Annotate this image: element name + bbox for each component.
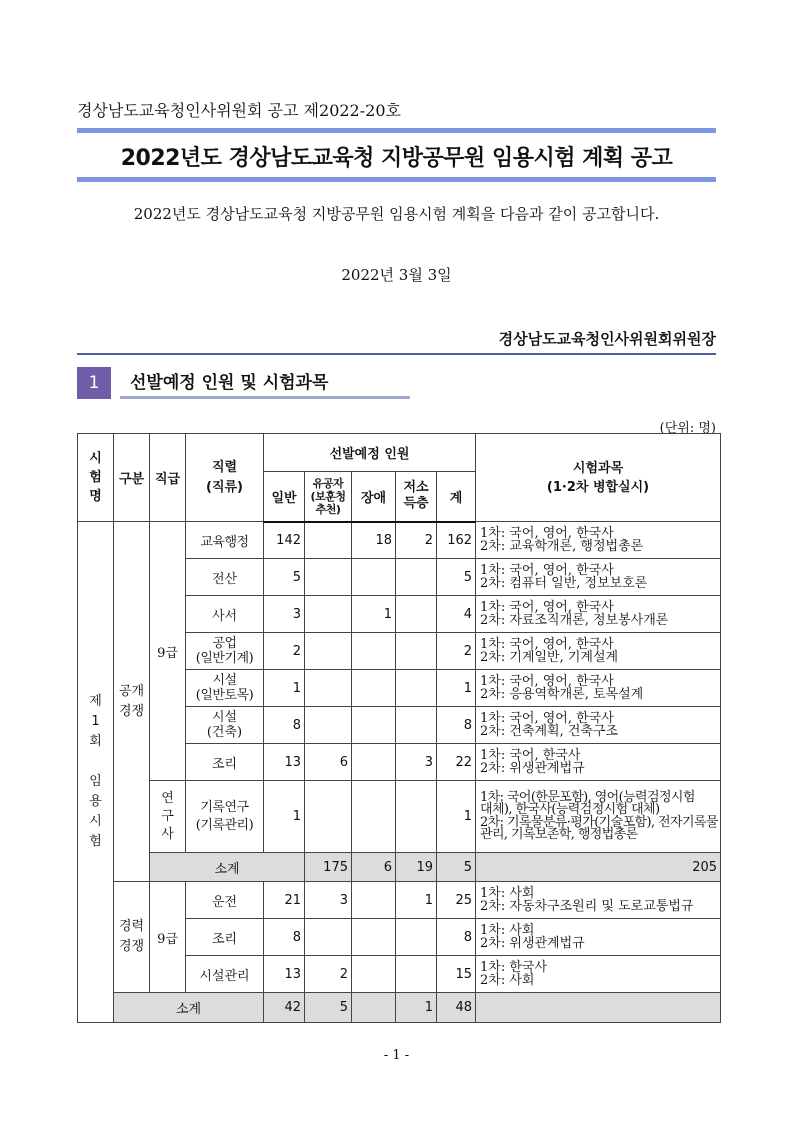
position-cell: 시설 (건축) xyxy=(186,707,264,744)
subjects-cell: 1차: 국어, 한국사 2차: 위생관계법규 xyxy=(476,744,721,781)
subtotal-general: 175 xyxy=(305,853,352,882)
header-disabled: 장애 xyxy=(352,472,396,522)
category-open-competition: 공개 경쟁 xyxy=(114,522,150,882)
subtotal-disabled: 19 xyxy=(396,853,437,882)
veteran-count: 6 xyxy=(305,744,352,781)
position-cell: 사서 xyxy=(186,596,264,633)
general-count: 142 xyxy=(264,522,305,559)
low-income-count xyxy=(396,670,437,707)
total-count: 8 xyxy=(437,707,476,744)
veteran-count xyxy=(305,781,352,853)
header-position: 직렬 (직류) xyxy=(186,434,264,522)
subtotal-label: 소계 xyxy=(114,993,264,1023)
veteran-count xyxy=(305,559,352,596)
disabled-count xyxy=(352,670,396,707)
general-count: 13 xyxy=(264,956,305,993)
header-exam-name: 시 험 명 xyxy=(78,434,114,522)
subtotal-veteran: 6 xyxy=(352,853,396,882)
subtotal-empty-subjects xyxy=(476,993,721,1023)
grade-researcher: 연 구 사 xyxy=(150,781,186,853)
position-cell: 공업 (일반기계) xyxy=(186,633,264,670)
total-count: 5 xyxy=(437,559,476,596)
subtotal-total: 205 xyxy=(476,853,721,882)
exam-name-cell: 제 1 회 임 용 시 험 xyxy=(78,522,114,1023)
header-grade: 직급 xyxy=(150,434,186,522)
grade-9-open: 9급 xyxy=(150,522,186,781)
low-income-count xyxy=(396,707,437,744)
veteran-count xyxy=(305,522,352,559)
section-title: 선발예정 인원 및 시험과목 xyxy=(120,367,410,399)
title-bottom-rule xyxy=(77,177,716,182)
grade-9-career: 9급 xyxy=(150,882,186,993)
general-count: 21 xyxy=(264,882,305,919)
disabled-count xyxy=(352,744,396,781)
veteran-count xyxy=(305,596,352,633)
subtotal-total: 48 xyxy=(437,993,476,1023)
veteran-count xyxy=(305,919,352,956)
issuer: 경상남도교육청인사위원회위원장 xyxy=(498,330,716,348)
subjects-cell: 1차: 국어, 영어, 한국사 2차: 자료조직개론, 정보봉사개론 xyxy=(476,596,721,633)
page-number: - 1 - xyxy=(383,1048,410,1063)
total-count: 22 xyxy=(437,744,476,781)
total-count: 8 xyxy=(437,919,476,956)
general-count: 1 xyxy=(264,670,305,707)
position-cell: 조리 xyxy=(186,919,264,956)
low-income-count xyxy=(396,919,437,956)
disabled-count xyxy=(352,781,396,853)
low-income-count: 3 xyxy=(396,744,437,781)
total-count: 2 xyxy=(437,633,476,670)
position-cell: 전산 xyxy=(186,559,264,596)
veteran-count xyxy=(305,670,352,707)
intro-text: 2022년도 경상남도교육청 지방공무원 임용시험 계획을 다음과 같이 공고합니다. xyxy=(133,205,660,223)
subjects-cell: 1차: 국어(한문포함), 영어(능력검정시험 대체), 한국사(능력검정시험 대체) 2차: 기록물분류·평가(기술포함), 전자기록물 관리, 기록보존학, 행정법총론 xyxy=(476,781,721,853)
disabled-count xyxy=(352,919,396,956)
notice-date: 2022년 3월 3일 xyxy=(341,266,452,284)
total-count: 1 xyxy=(437,781,476,853)
disabled-count xyxy=(352,707,396,744)
veteran-count: 3 xyxy=(305,882,352,919)
total-count: 162 xyxy=(437,522,476,559)
subjects-cell: 1차: 사회 2차: 위생관계법규 xyxy=(476,919,721,956)
veteran-count xyxy=(305,633,352,670)
total-count: 4 xyxy=(437,596,476,633)
header-low-income: 저소 득층 xyxy=(396,472,437,522)
subtotal-general: 42 xyxy=(264,993,305,1023)
subjects-cell: 1차: 국어, 영어, 한국사 2차: 교육학개론, 행정법총론 xyxy=(476,522,721,559)
position-cell: 교육행정 xyxy=(186,522,264,559)
category-career-competition: 경력 경쟁 xyxy=(114,882,150,993)
header-veteran: 유공자 (보훈청 추천) xyxy=(305,472,352,522)
position-cell: 시설 (일반토목) xyxy=(186,670,264,707)
subjects-cell: 1차: 국어, 영어, 한국사 2차: 기계일반, 기계설계 xyxy=(476,633,721,670)
general-count: 1 xyxy=(264,781,305,853)
total-count: 15 xyxy=(437,956,476,993)
general-count: 8 xyxy=(264,919,305,956)
header-general: 일반 xyxy=(264,472,305,522)
header-category: 구분 xyxy=(114,434,150,522)
general-count: 8 xyxy=(264,707,305,744)
subjects-cell: 1차: 한국사 2차: 사회 xyxy=(476,956,721,993)
low-income-count: 1 xyxy=(396,882,437,919)
header-planned: 선발예정 인원 xyxy=(264,434,476,472)
subtotal-label: 소계 xyxy=(150,853,305,882)
disabled-count xyxy=(352,633,396,670)
general-count: 3 xyxy=(264,596,305,633)
total-count: 25 xyxy=(437,882,476,919)
subtotal-low-income: 1 xyxy=(396,993,437,1023)
general-count: 13 xyxy=(264,744,305,781)
position-cell: 조리 xyxy=(186,744,264,781)
disabled-count xyxy=(352,559,396,596)
title-top-rule xyxy=(77,128,716,133)
subjects-cell: 1차: 국어, 영어, 한국사 2차: 컴퓨터 일반, 정보보호론 xyxy=(476,559,721,596)
low-income-count xyxy=(396,633,437,670)
position-cell: 운전 xyxy=(186,882,264,919)
subtotal-veteran: 5 xyxy=(305,993,352,1023)
low-income-count xyxy=(396,559,437,596)
low-income-count xyxy=(396,781,437,853)
notice-number: 경상남도교육청인사위원회 공고 제2022-20호 xyxy=(77,101,401,120)
position-cell: 기록연구 (기록관리) xyxy=(186,781,264,853)
position-cell: 시설관리 xyxy=(186,956,264,993)
general-count: 2 xyxy=(264,633,305,670)
total-count: 1 xyxy=(437,670,476,707)
general-count: 5 xyxy=(264,559,305,596)
disabled-count xyxy=(352,882,396,919)
low-income-count xyxy=(396,956,437,993)
unit-label: (단위: 명) xyxy=(659,421,716,436)
subjects-cell: 1차: 국어, 영어, 한국사 2차: 응용역학개론, 토목설계 xyxy=(476,670,721,707)
low-income-count xyxy=(396,596,437,633)
subjects-cell: 1차: 사회 2차: 자동차구조원리 및 도로교통법규 xyxy=(476,882,721,919)
disabled-count: 18 xyxy=(352,522,396,559)
subtotal-low-income: 5 xyxy=(437,853,476,882)
disabled-count: 1 xyxy=(352,596,396,633)
veteran-count xyxy=(305,707,352,744)
low-income-count: 2 xyxy=(396,522,437,559)
document-title: 2022년도 경상남도교육청 지방공무원 임용시험 계획 공고 xyxy=(120,146,673,171)
section-number: 1 xyxy=(77,367,111,399)
subjects-cell: 1차: 국어, 영어, 한국사 2차: 건축계획, 건축구조 xyxy=(476,707,721,744)
subtotal-disabled xyxy=(352,993,396,1023)
disabled-count xyxy=(352,956,396,993)
issuer-divider xyxy=(77,353,716,355)
header-subjects: 시험과목 (1·2차 병합실시) xyxy=(476,434,721,522)
recruitment-table xyxy=(77,433,721,1023)
header-total: 계 xyxy=(437,472,476,522)
veteran-count: 2 xyxy=(305,956,352,993)
